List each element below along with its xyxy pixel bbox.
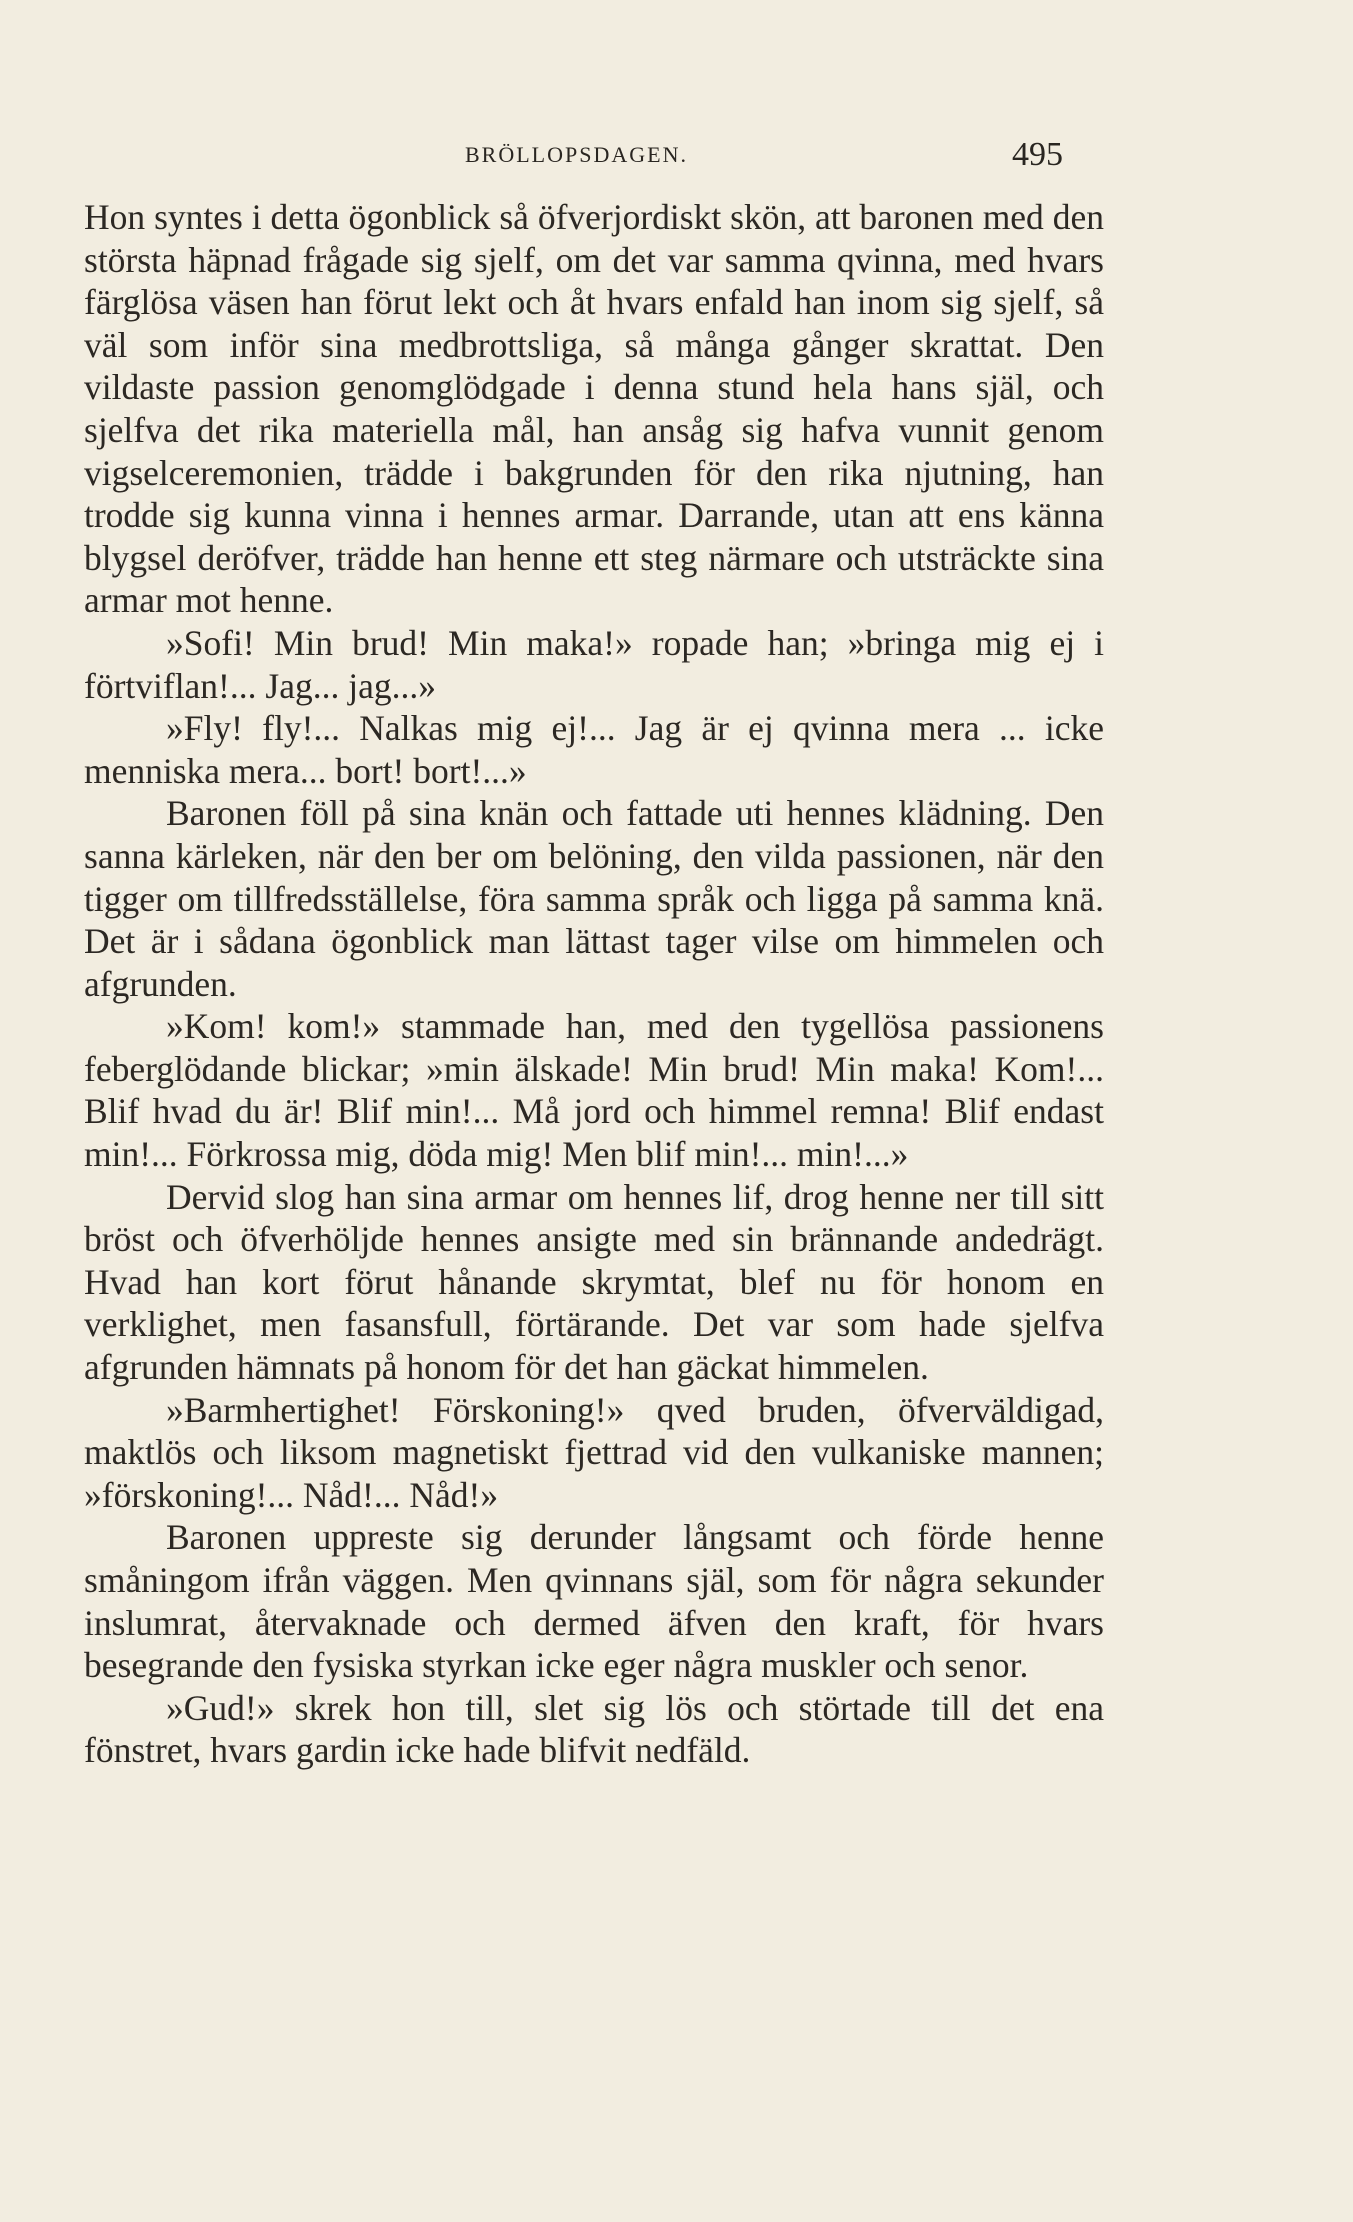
page-number: 495: [1012, 136, 1063, 173]
paragraph-5: »Kom! kom!» stammade han, med den tygellösa passionens feberglödande blickar; »min älskade! Min brud! Min maka! Kom!... Blif hvad du är! Blif min!... Må jord och himmel remna! Blif endast min!... Förkrossa mig, döda mig! Men blif min!... min!...»: [84, 1006, 1104, 1175]
paragraph-3: »Fly! fly!... Nalkas mig ej!... Jag är ej qvinna mera ... icke menniska mera... bort! bort!...»: [84, 708, 1104, 791]
paragraph-8: Baronen uppreste sig derunder långsamt och förde henne småningom ifrån väggen. Men qvinnans själ, som för några sekunder inslumrat, återvaknade och dermed äfven den kraft, för hvars besegrande den fysiska styrkan icke eger några muskler och senor.: [84, 1517, 1104, 1686]
running-head: BRÖLLOPSDAGEN.: [465, 142, 688, 167]
paragraph-2: »Sofi! Min brud! Min maka!» ropade han; »bringa mig ej i förtviflan!... Jag... jag...»: [84, 622, 1104, 706]
body-text: [84, 196, 1104, 1772]
paragraph-4: Baronen föll på sina knän och fattade uti hennes klädning. Den sanna kärleken, när den ber om belöning, den vilda passionen, när den tigger om tillfredsställelse, föra samma språk och ligga på samma knä. Det är i sådana ögonblick man lättast tager vilse om himmelen och afgrunden.: [84, 793, 1104, 1004]
paragraph-9: »Gud!» skrek hon till, slet sig lös och störtade till det ena fönstret, hvars gardin icke hade blifvit nedfäld.: [84, 1687, 1104, 1771]
paragraph-1: Hon syntes i detta ögonblick så öfverjordiskt skön, att baronen med den största häpnad frågade sig sjelf, om det var samma qvinna, med hvars färglösa väsen han förut lekt och åt hvars enfald han inom sig sjelf, så väl som inför sina medbrottsliga, så många gånger skrattat. Den vildaste passion genomglödgade i denna stund hela hans själ, och sjelfva det rika materiella mål, han ansåg sig hafva vunnit genom vigselceremonien, trädde i bakgrunden för den rika njutning, han trodde sig kunna vinna i hennes armar. Darrande, utan att ens känna blygsel deröfver, trädde han henne ett steg närmare och utsträckte sina armar mot henne.: [84, 197, 1104, 621]
page-header: [0, 136, 1353, 176]
paragraph-7: »Barmhertighet! Förskoning!» qved bruden, öfverväldigad, maktlös och liksom magnetiskt fjettrad vid den vulkaniske mannen; »förskoning!... Nåd!... Nåd!»: [84, 1389, 1104, 1515]
paragraph-6: Dervid slog han sina armar om hennes lif, drog henne ner till sitt bröst och öfverhöljde hennes ansigte med sin brännande andedrägt. Hvad han kort förut hånande skrymtat, blef nu för honom en verklighet, men fasansfull, förtärande. Det var som hade sjelfva afgrunden hämnats på honom för det han gäckat himmelen.: [84, 1176, 1104, 1388]
